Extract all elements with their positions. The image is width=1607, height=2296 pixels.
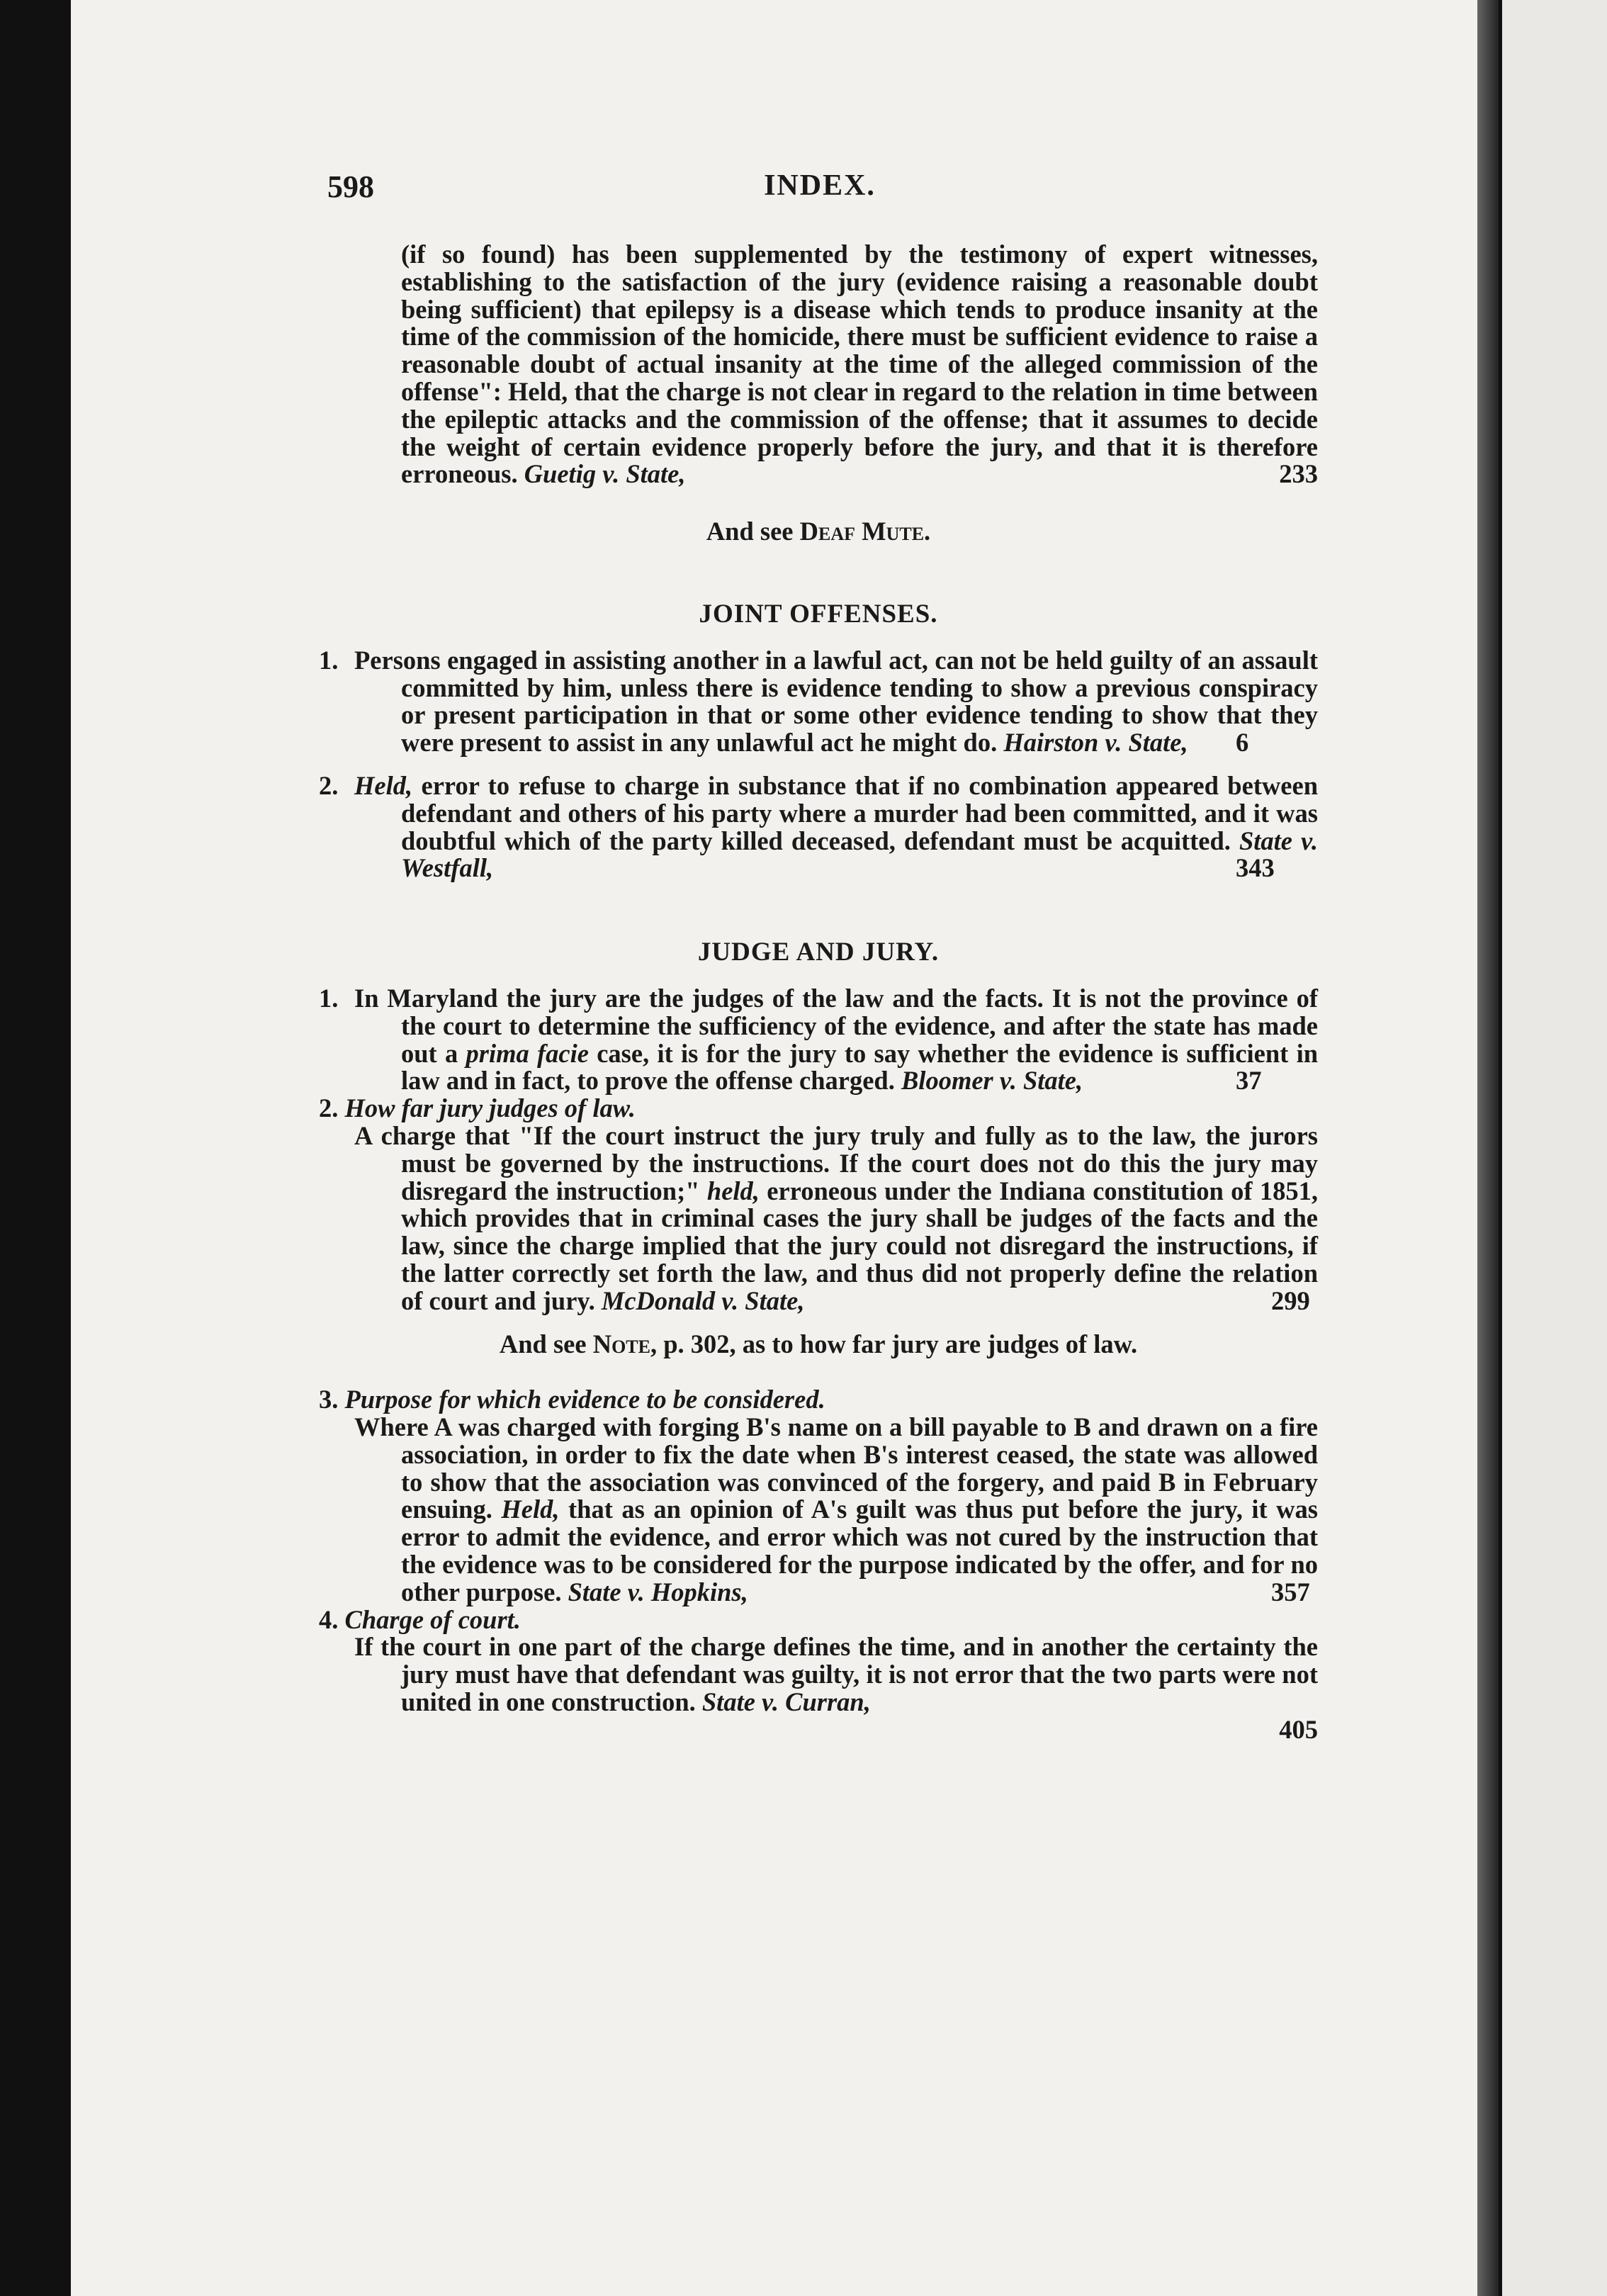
item-number: 2.	[319, 770, 339, 800]
section-heading-joint-offenses: JOINT OFFENSES.	[699, 599, 938, 629]
page-header	[327, 169, 1312, 211]
item-text: case, it is for the jury to say whether the evidence is sufficient in law and in fact, to prove the offense charged.	[401, 1038, 1319, 1096]
item-number: 1.	[319, 983, 339, 1013]
item-text: that as an opinion of A's guilt was thus put before the jury, it was error to admit the evidence, and error which was not cured by the instruction that the evidence was to be considered for the purpose indicated by the offer, and for no other purpose.	[401, 1495, 1319, 1606]
page-number: 598	[327, 169, 374, 204]
facing-page-edge	[1502, 0, 1607, 2296]
item-number: 2.	[319, 1093, 339, 1123]
item-number: 4.	[319, 1604, 339, 1634]
page-gutter-shadow	[1477, 0, 1499, 2296]
item-text: error to refuse to charge in substance that if no combination appeared between defendant and others of his party where a murder had been committed, and it was doubtful which of the party killed deceased, defendant must be acquitted.	[401, 770, 1318, 855]
subhead-line	[319, 1386, 1318, 1414]
item-number: 3.	[319, 1385, 339, 1414]
case-citation: McDonald v. State,	[601, 1285, 805, 1315]
list-item	[319, 1633, 1318, 1716]
subhead-line	[319, 1606, 1318, 1634]
item-text: In Maryland the jury are the judges of the law and the facts. It is not the province of the court to determine the sufficiency of the evidence, and after the state has made out a	[354, 983, 1318, 1068]
see-note: Note,	[592, 1329, 658, 1358]
list-item: 1. Persons engaged in assisting another in a lawful act, can not be held guilty of an assault committed by him, unless there is evidence tending to show a previous conspiracy or present participation in that or some other evidence tending to show that they were present to assist in any unlawful act he might do. Hairston v. State, 6	[319, 645, 1318, 758]
case-citation: State v. Curran,	[701, 1687, 871, 1717]
case-citation: Guetig v. State,	[524, 459, 686, 489]
held-label: held,	[706, 1176, 760, 1205]
case-citation: State v. Hopkins,	[568, 1577, 748, 1606]
item-text: A charge that "If the court instruct the jury truly and fully as to the law, the jurors must be governed by the instructions. If the court does not do this the jury may disregard the instruction;"	[354, 1120, 1318, 1205]
section-heading-judge-and-jury: JUDGE AND JURY.	[697, 938, 940, 967]
entry-text: (if so found) has been supplemented by the testimony of expert witnesses, establishing to the satisfaction of the jury (evidence raising a reasonable doubt being sufficient) that epilepsy is a disease which tends to produce insanity at the time of the commission of the homicide, there must be sufficient evidence to raise a reasonable doubt of actual insanity at the time of the alleged commission of the offense": Held, that the charge is not clear in regard to the relation in time between the epileptic attacks and the commission of the offense; that it assumes to decide the weight of certain evidence properly before the jury, and that it is therefore erroneous.	[401, 240, 1318, 489]
see-rest: p. 302, as to how far jury are judges of law.	[663, 1329, 1138, 1358]
list-item: 2. Held, error to refuse to charge in substance that if no combination appeared between defendant and others of his party where a murder had been committed, and it was doubtful which of the party killed deceased, defendant must be acquitted. State v. Westfall, 343	[319, 770, 1318, 883]
see-prefix: And see	[499, 1329, 587, 1358]
see-reference: Deaf Mute.	[799, 517, 931, 546]
page-reference: 405	[1279, 1714, 1318, 1744]
see-also	[319, 518, 1318, 546]
item-number: 1.	[319, 645, 339, 675]
case-citation: State v. Westfall,	[401, 826, 1318, 883]
case-citation: Hairston v. State,	[1003, 728, 1188, 758]
subhead: How far jury judges of law.	[344, 1093, 636, 1123]
page-reference: 233	[1279, 459, 1318, 489]
list-item: A charge that "If the court instruct the jury truly and fully as to the law, the jurors must be governed by the instructions. If the court does not do this the jury may disregard the instruction;" held, erroneous under the Indiana constitution of 1851, which provides that in criminal cases the jury shall be judges of the facts and the law, since the charge implied that the jury could not disregard the instructions, if the latter correctly set forth the law, and thus did not properly define the relation of court and jury. McDonald v. State, 299	[354, 1120, 1318, 1315]
item-text: Where A was charged with forging B's name on a bill payable to B and drawn on a fire association, in order to fix the date when B's interest ceased, the state was allowed to show that the association was convinced of the forgery, and paid B in February ensuing.	[354, 1412, 1318, 1524]
item-text: erroneous under the Indiana constitution of 1851, which provides that in criminal cases the jury shall be judges of the facts and the law, since the charge implied that the jury could not disregard the instructions, if the latter correctly set forth the law, and thus did not properly define the relation of court and jury.	[401, 1176, 1318, 1315]
running-title: INDEX.	[764, 169, 876, 202]
case-citation: Bloomer v. State,	[901, 1066, 1083, 1096]
list-item: Where A was charged with forging B's name on a bill payable to B and drawn on a fire association, in order to fix the date when B's interest ceased, the state was allowed to show that the association was convinced of the forgery, and paid B in February ensuing. Held, that as an opinion of A's guilt was thus put before the jury, it was error to admit the evidence, and error which was not cured by the instruction that the evidence was to be considered for the purpose indicated by the offer, and for no other purpose. State v. Hopkins, 357	[354, 1412, 1319, 1606]
held-label: Held,	[354, 770, 413, 800]
continued-entry	[319, 241, 1318, 488]
subhead-line	[319, 1095, 1318, 1122]
item-text: Persons engaged in assisting another in a lawful act, can not be held guilty of an assault committed by him, unless there is evidence tending to show a previous conspiracy or present participation in that or some other evidence tending to show that they were present to assist in any unlawful act he might do.	[354, 645, 1318, 758]
see-also	[319, 1331, 1318, 1358]
latin-phrase: prima facie	[466, 1038, 589, 1068]
item-text: If the court in one part of the charge defines the time, and in another the certainty the jury must have that defendant was guilty, it is not error that the two parts were not united in one construction.	[354, 1632, 1318, 1717]
subhead: Purpose for which evidence to be considered.	[344, 1385, 825, 1414]
index-content	[319, 241, 1318, 1744]
see-prefix: And see	[706, 517, 794, 546]
held-label: Held,	[501, 1495, 560, 1524]
list-item: 1. In Maryland the jury are the judges of the law and the facts. It is not the province of the court to determine the sufficiency of the evidence, and after the state has made out a prima facie case, it is for the jury to say whether the evidence is sufficient in law and in fact, to prove the offense charged. Bloomer v. State, 37	[319, 983, 1319, 1096]
subhead: Charge of court.	[344, 1604, 521, 1634]
